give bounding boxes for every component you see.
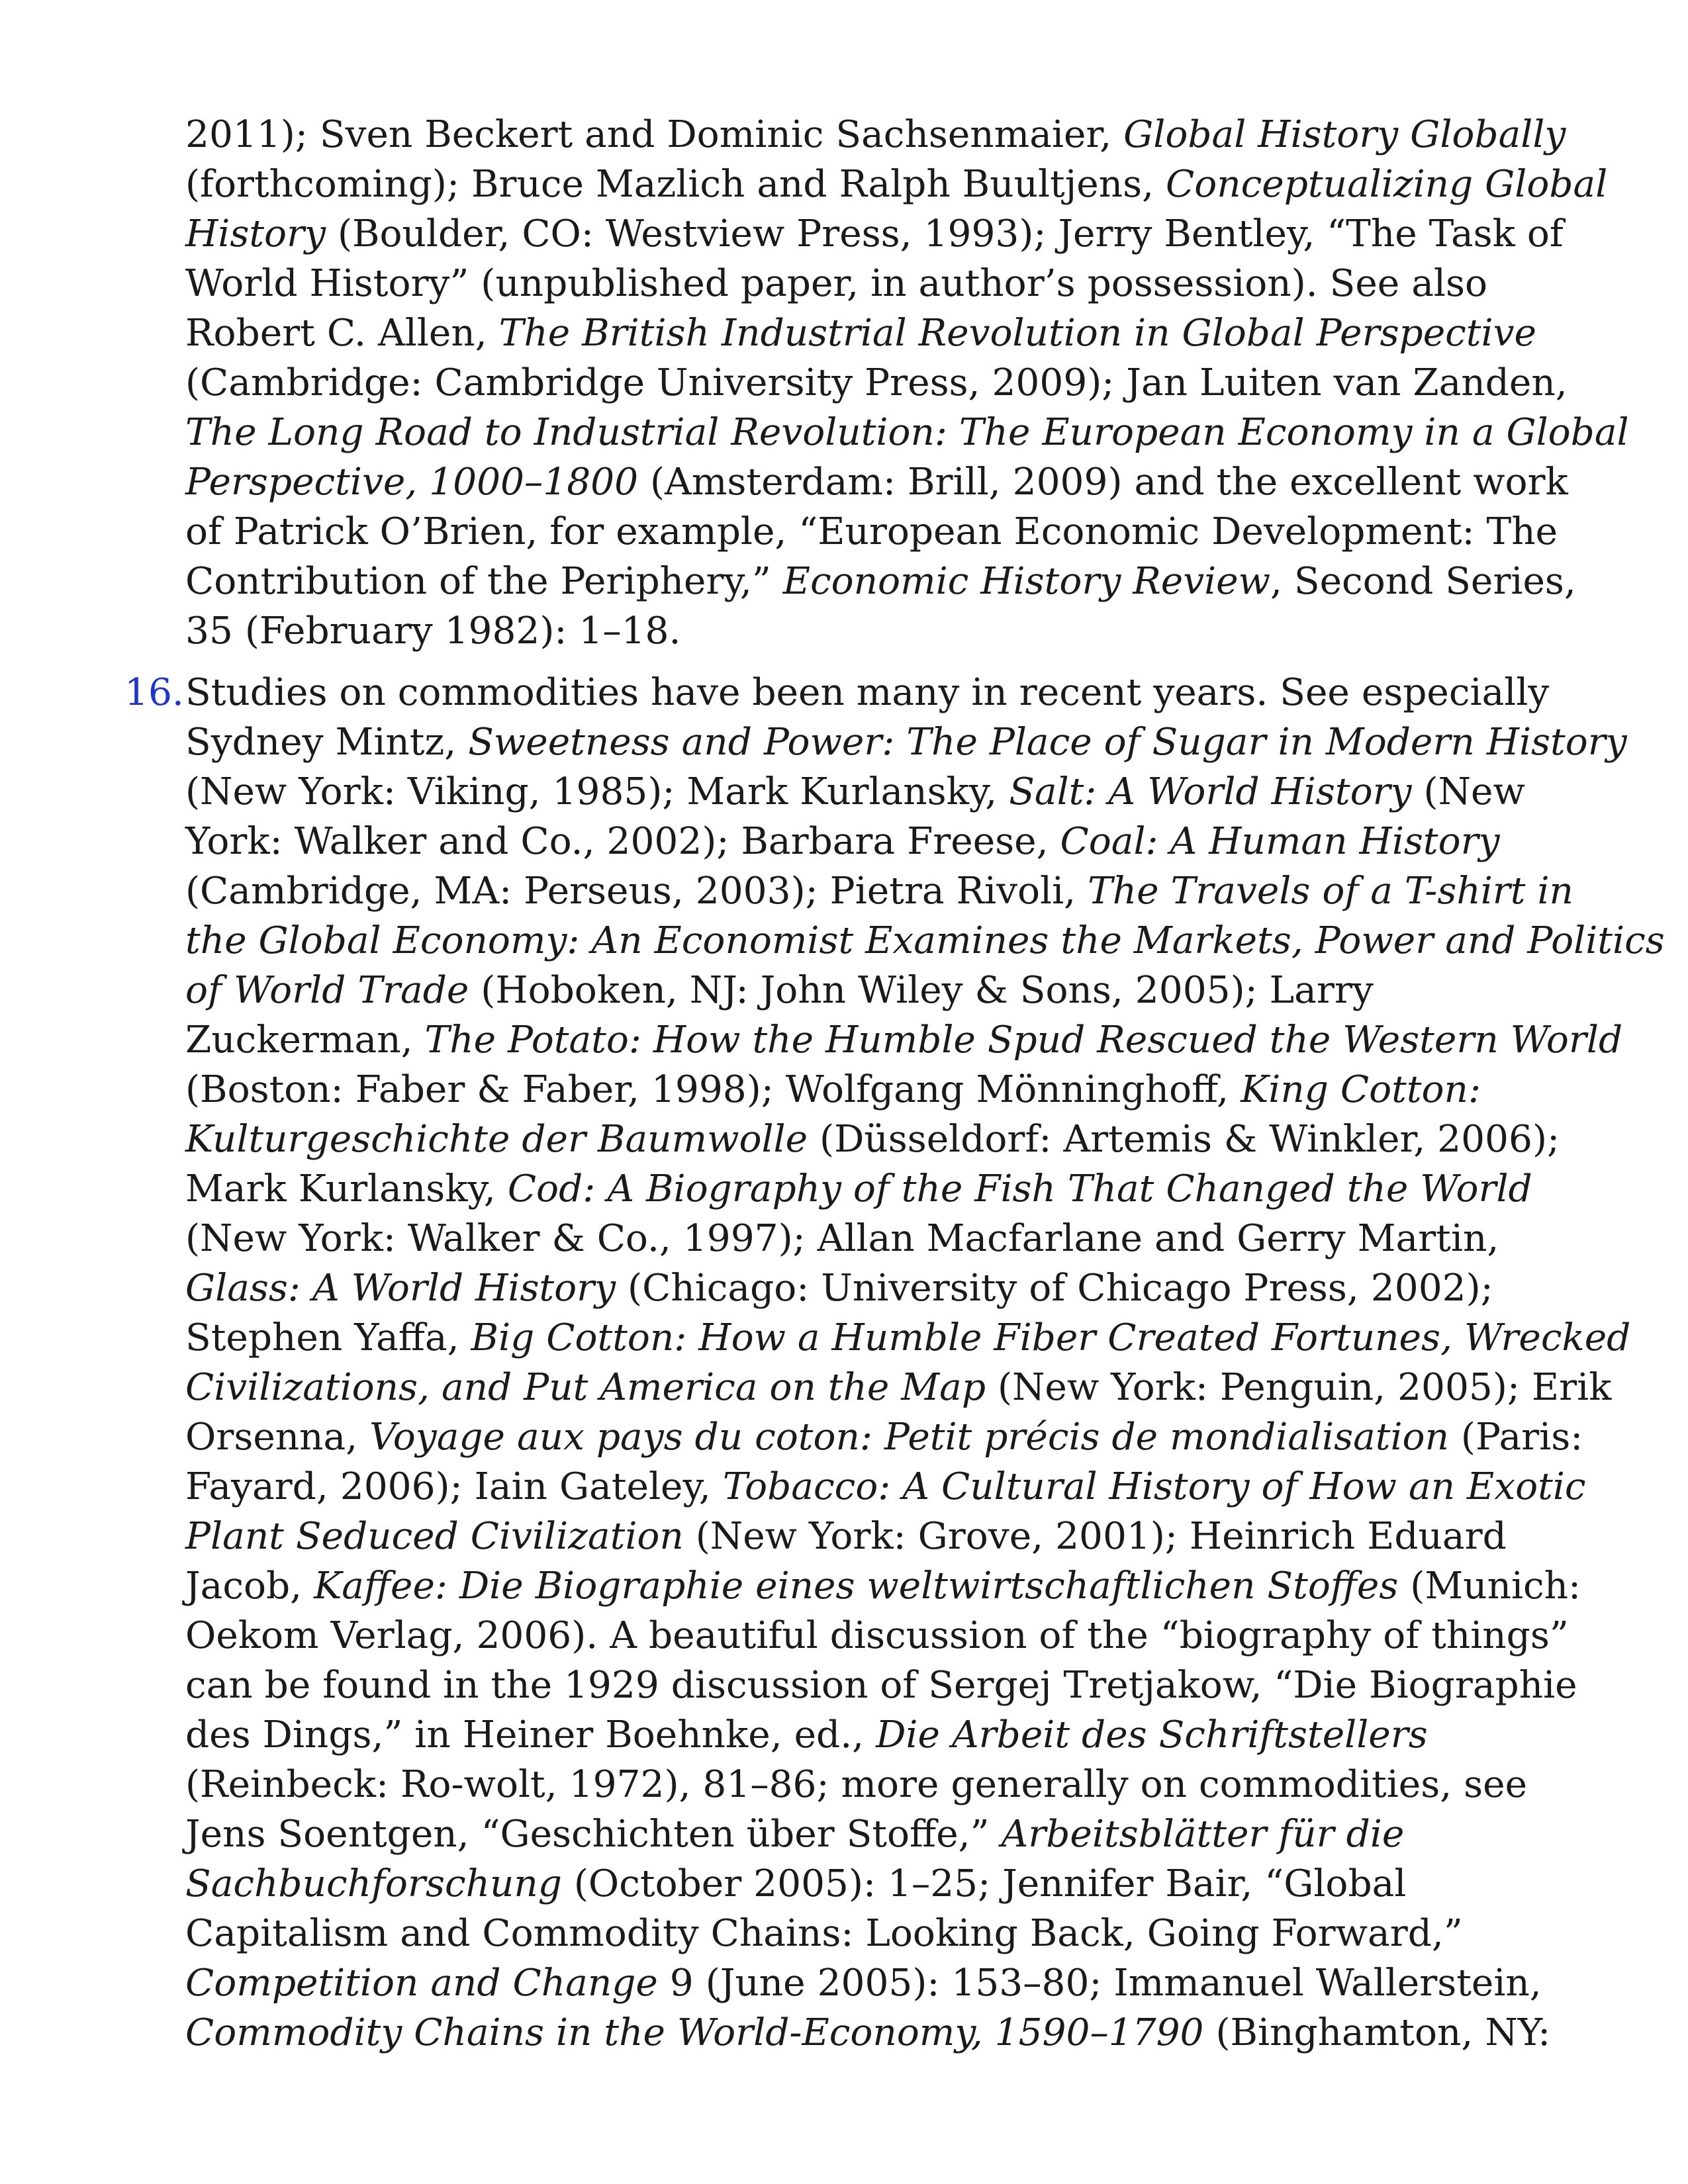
text-line — [185, 2008, 1549, 2058]
italic-title-text: the Global Economy: An Economist Examines the Markets, Power and Politics — [185, 919, 1665, 962]
footnote-number-link[interactable]: 16. — [124, 671, 184, 714]
text-run: (New York: Walker & Co., 1997); Allan Macfarlane and Gerry Martin, — [185, 1217, 1499, 1260]
text-line — [185, 507, 1558, 557]
text-line — [185, 457, 1568, 507]
italic-title-text: The Potato: How the Humble Spud Rescued the Western World — [424, 1019, 1623, 1062]
text-run: Oekom Verlag, 2006). A beautiful discussion of the “biography of things” — [185, 1614, 1569, 1657]
text-run: (Chicago: University of Chicago Press, 2002); — [616, 1267, 1493, 1310]
text-run: (Boston: Faber & Faber, 1998); Wolfgang Mönninghoff, — [185, 1068, 1241, 1111]
text-line — [185, 557, 1576, 606]
text-line — [185, 408, 1629, 457]
text-run: (Boulder, CO: Westview Press, 1993); Jerry Bentley, “The Task of — [326, 212, 1564, 255]
text-run: Orsenna, — [185, 1416, 370, 1459]
text-run: (New York: Grove, 2001); Heinrich Eduard — [683, 1515, 1507, 1558]
italic-title-text: The Long Road to Industrial Revolution: The European Economy in a Global — [185, 411, 1629, 454]
text-line — [185, 209, 1564, 259]
italic-title-text: Kulturgeschichte der Baumwolle — [185, 1118, 808, 1161]
text-run: can be found in the 1929 discussion of Sergej Tretjakow, “Die Biographie — [185, 1664, 1577, 1707]
text-line — [185, 866, 1573, 916]
italic-title-text: Civilizations, and Put America on the Map — [185, 1366, 986, 1409]
text-run: (Cambridge, MA: Perseus, 2003); Pietra Rivoli, — [185, 870, 1088, 913]
italic-title-text: Glass: A World History — [185, 1267, 616, 1310]
text-line — [185, 966, 1549, 1015]
italic-title-text: of World Trade — [185, 969, 469, 1012]
text-run: York: Walker and Co., 2002); Barbara Freese, — [185, 820, 1060, 863]
italic-title-text: Economic History Review — [782, 560, 1270, 603]
italic-title-text: The British Industrial Revolution in Global Perspective — [498, 312, 1536, 355]
italic-title-text: Plant Seduced Civilization — [185, 1515, 684, 1558]
text-run: Robert C. Allen, — [185, 312, 499, 355]
text-run: (New York: Viking, 1985); Mark Kurlansky, — [185, 770, 1009, 813]
text-run: Jens Soentgen, “Geschichten über Stoffe,” — [185, 1813, 1002, 1856]
text-line — [185, 1313, 1631, 1363]
text-line — [185, 1958, 1549, 2008]
text-line — [185, 817, 1549, 866]
italic-title-text: History — [185, 212, 326, 255]
text-run: (Düsseldorf: Artemis & Winkler, 2006); — [808, 1118, 1560, 1161]
italic-title-text: Sweetness and Power: The Place of Sugar in Modern History — [468, 721, 1627, 764]
italic-title-text: Conceptualizing Global — [1166, 163, 1608, 206]
text-run: 2011); Sven Beckert and Dominic Sachsenmaier, — [185, 113, 1124, 156]
text-run: Mark Kurlansky, — [185, 1167, 508, 1210]
text-line — [185, 1015, 1623, 1065]
text-line — [185, 1263, 1549, 1313]
text-run: , Second Series, — [1270, 560, 1576, 603]
text-line — [185, 606, 1549, 656]
text-run: World History” (unpublished paper, in author’s possession). See also — [185, 262, 1487, 305]
text-line — [185, 1065, 1549, 1115]
text-run: (October 2005): 1–25; Jennifer Bair, “Global — [561, 1862, 1407, 1905]
text-line — [185, 1462, 1586, 1512]
text-line — [185, 1512, 1549, 1561]
text-run: des Dings,” in Heiner Boehnke, ed., — [185, 1713, 876, 1756]
text-run: (Binghamton, NY: — [1203, 2011, 1551, 2054]
text-run: (New York: Penguin, 2005); Erik — [985, 1366, 1612, 1409]
text-line — [185, 1412, 1583, 1462]
text-run: Zuckerman, — [185, 1019, 425, 1062]
italic-title-text: Tobacco: A Cultural History of How an Exotic — [722, 1465, 1586, 1508]
text-run: of Patrick O’Brien, for example, “European Economic Development: The — [185, 510, 1558, 553]
text-run: (Hoboken, NJ: John Wiley & Sons, 2005); Larry — [469, 969, 1374, 1012]
italic-title-text: Perspective, 1000–1800 — [185, 461, 639, 504]
text-line — [185, 1611, 1569, 1661]
text-run: (Paris: — [1448, 1416, 1583, 1459]
text-line — [185, 916, 1665, 966]
text-line — [185, 1909, 1549, 1958]
text-run: (New — [1411, 770, 1525, 813]
text-line — [185, 1164, 1549, 1214]
text-run: (Munich: — [1398, 1565, 1581, 1608]
italic-title-text: Coal: A Human History — [1060, 820, 1500, 863]
text-run: (Cambridge: Cambridge University Press, 2009); Jan Luiten van Zanden, — [185, 361, 1568, 404]
italic-title-text: Commodity Chains in the World-Economy, 1590–1790 — [185, 2011, 1204, 2054]
italic-title-text: Voyage aux pays du coton: Petit précis de mondialisation — [369, 1416, 1449, 1459]
text-line — [185, 1661, 1577, 1710]
text-line — [185, 1809, 1549, 1859]
text-line — [185, 110, 1566, 159]
text-line — [185, 668, 1549, 717]
text-run: (forthcoming); Bruce Mazlich and Ralph Buultjens, — [185, 163, 1166, 206]
italic-title-text: Die Arbeit des Schriftstellers — [876, 1713, 1428, 1756]
text-line — [185, 259, 1549, 308]
italic-title-text: Big Cotton: How a Humble Fiber Created Fortunes, Wrecked — [471, 1316, 1631, 1359]
text-run: Fayard, 2006); Iain Gateley, — [185, 1465, 723, 1508]
text-line — [185, 767, 1549, 817]
text-run: (Reinbeck: Ro-wolt, 1972), 81–86; more generally on commodities, see — [185, 1763, 1528, 1806]
text-run: 9 (June 2005): 153–80; Immanuel Wallerstein, — [657, 1962, 1542, 2005]
italic-title-text: Global History Globally — [1123, 113, 1566, 156]
text-line — [185, 1760, 1549, 1809]
text-line — [185, 1859, 1549, 1909]
text-run: Contribution of the Periphery,” — [185, 560, 783, 603]
italic-title-text: Kaffee: Die Biographie eines weltwirtschaftlichen Stoffes — [314, 1565, 1399, 1608]
text-run: 35 (February 1982): 1–18. — [185, 610, 681, 653]
text-line — [185, 1561, 1581, 1611]
text-run: Sydney Mintz, — [185, 721, 469, 764]
text-run: Studies on commodities have been many in recent years. See especially — [185, 671, 1550, 714]
italic-title-text: The Travels of a T-shirt in — [1088, 870, 1573, 913]
text-line — [185, 1214, 1549, 1263]
text-line — [185, 1115, 1560, 1164]
text-run: Jacob, — [185, 1565, 314, 1608]
text-run: Stephen Yaffa, — [185, 1316, 471, 1359]
italic-title-text: Competition and Change — [185, 1962, 658, 2005]
italic-title-text: Salt: A World History — [1009, 770, 1412, 813]
text-run: Capitalism and Commodity Chains: Looking Back, Going Forward,” — [185, 1912, 1463, 1955]
text-run: (Amsterdam: Brill, 2009) and the excellent work — [638, 461, 1568, 504]
text-line — [185, 1710, 1549, 1760]
italic-title-text: King Cotton: — [1241, 1068, 1481, 1111]
text-line — [185, 358, 1568, 408]
footnote-15-continued — [185, 110, 1629, 656]
italic-title-text: Sachbuchforschung — [185, 1862, 562, 1905]
text-line — [185, 1363, 1612, 1412]
text-line — [185, 717, 1627, 767]
text-line — [185, 308, 1549, 358]
italic-title-text: Cod: A Biography of the Fish That Changed the World — [507, 1167, 1532, 1210]
footnote-16 — [185, 668, 1665, 2058]
text-line — [185, 159, 1608, 209]
italic-title-text: Arbeitsblätter für die — [1001, 1813, 1405, 1856]
